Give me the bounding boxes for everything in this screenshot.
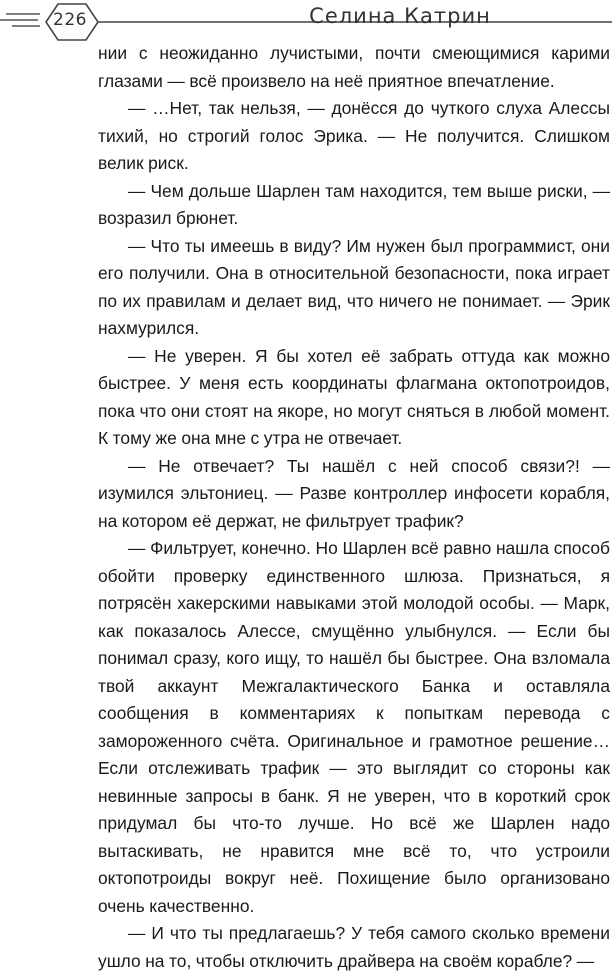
- paragraph: — Что ты имеешь в виду? Им нужен был программист, они его получили. Она в относительной безопасности, пока играет по их правилам и делает вид, что ничего не понимает. — Эрик нахмурился.: [98, 235, 610, 338]
- body-text: [98, 40, 610, 975]
- page-number: 226: [53, 10, 87, 30]
- paragraph: — Не отвечает? Ты нашёл с ней способ связи?! — изумился эльтониец. — Разве контроллер инфосети корабля, на котором её держат, не фильтрует трафик?: [98, 455, 610, 531]
- paragraph: — Фильтрует, конечно. Но Шарлен всё равно нашла способ обойти проверку единственного шлюза. Признаться, я потрясён хакерскими навыками этой молодой особы. — Марк, как показалось Алессе, смущённо улыбнулся. — Если бы понимал сразу, кого ищу, то нашёл бы быстрее. Она взломала твой аккаунт Межгалактического Банка и оставляла сообщения в комментариях к попыткам перевода с замороженного счёта. Оригинальное и грамотное решение… Если отслеживать трафик — это выглядит со стороны как невинные запросы в банк. Я не уверен, что в короткий срок придумал бы что-то лучше. Но всё же Шарлен надо вытаскивать, не нравится мне всё то, что устроили октопотроиды вокруг неё. Похищение было организовано очень качественно.: [98, 538, 610, 916]
- running-head-author: Селина Катрин: [309, 4, 491, 28]
- paragraph: — …Нет, так нельзя, — донёсся до чуткого слуха Алессы тихий, но строгий голос Эрика. — Не получится. Слишком велик риск.: [98, 98, 610, 173]
- paragraph: — Чем дольше Шарлен там находится, тем выше риски, — возразил брюнет.: [98, 180, 610, 228]
- paragraph: нии с неожиданно лучистыми, почти смеющимися карими глазами — всё произвело на неё приятное впечатление.: [98, 43, 610, 91]
- paragraph: — И что ты предлагаешь? У тебя самого сколько времени ушло на то, чтобы отключить драйвера на своём корабле? —: [98, 923, 610, 971]
- paragraph: — Не уверен. Я бы хотел её забрать оттуда как можно быстрее. У меня есть координаты флагмана октопотроидов, пока что они стоят на якоре, но могут сняться в любой момент. К тому же она мне с утра не отвечает.: [98, 345, 610, 448]
- page-header: [0, 0, 616, 44]
